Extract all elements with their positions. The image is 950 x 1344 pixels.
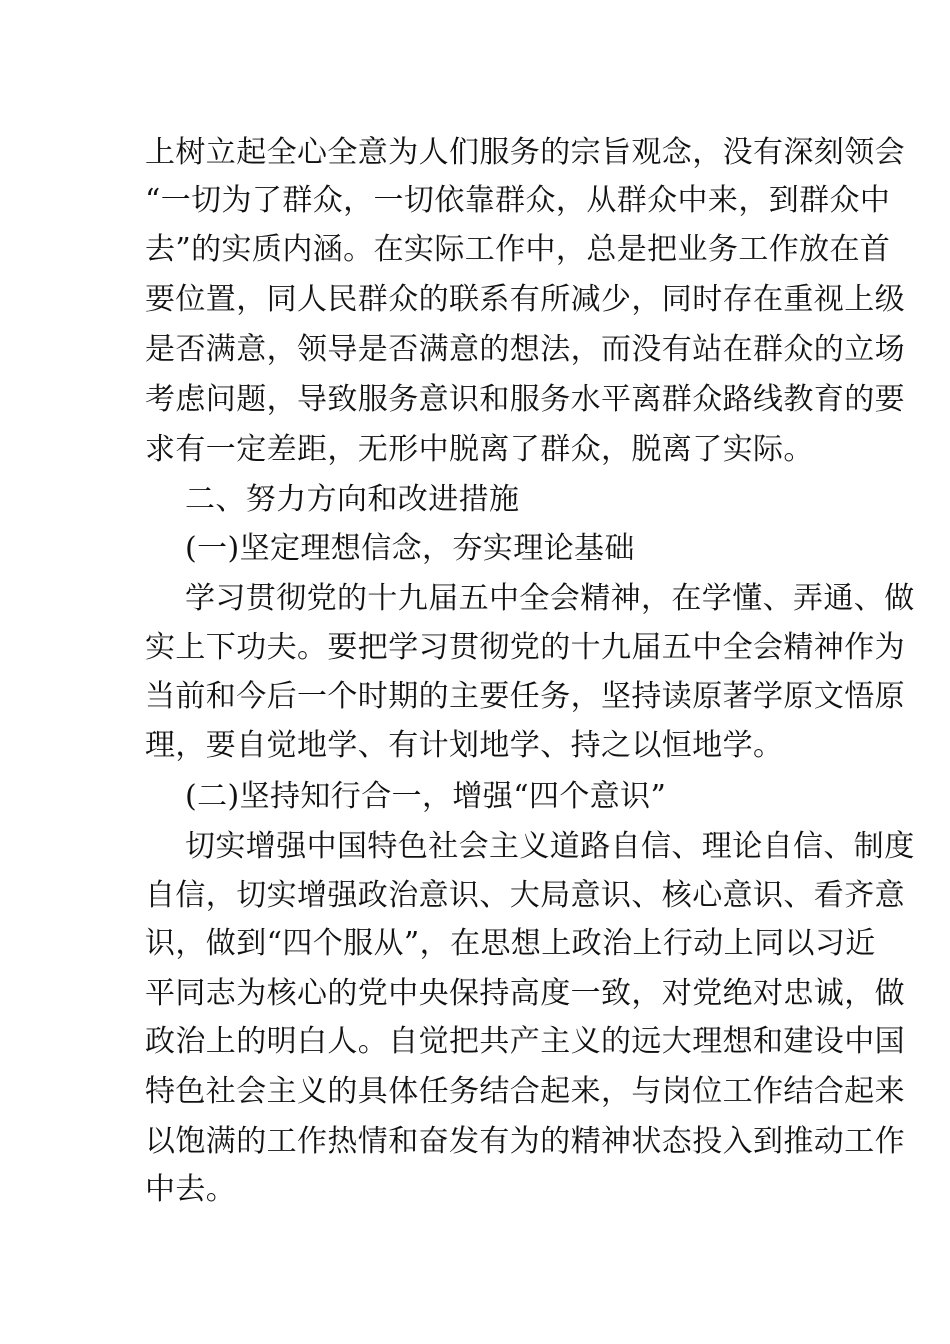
body-text-line: 学习贯彻党的十九届五中全会精神，在学懂、弄通、做 — [185, 581, 915, 616]
section-heading: 二、努力方向和改进措施 — [185, 482, 520, 517]
body-text-line: 求有一定差距，无形中脱离了群众，脱离了实际。 — [145, 432, 814, 467]
body-text-line: 当前和今后一个时期的主要任务，坚持读原著学原文悟原 — [145, 679, 905, 714]
body-text-line: 是否满意，领导是否满意的想法，而没有站在群众的立场 — [145, 332, 905, 367]
subsection-heading: (一)坚定理想信念，夯实理论基础 — [185, 531, 635, 566]
body-text-line: 考虑问题，导致服务意识和服务水平离群众路线教育的要 — [145, 382, 905, 417]
body-text-line: 自信，切实增强政治意识、大局意识、核心意识、看齐意 — [145, 878, 905, 913]
body-text-line: 中去。 — [145, 1172, 237, 1207]
body-text-line: 去”的实质内涵。在实际工作中，总是把业务工作放在首 — [145, 232, 891, 267]
body-text-line: 要位置，同人民群众的联系有所减少，同时存在重视上级 — [145, 282, 905, 317]
subsection-heading: (二)坚持知行合一，增强“四个意识” — [185, 779, 667, 814]
body-text-line: 政治上的明白人。自觉把共产主义的远大理想和建设中国 — [145, 1024, 905, 1059]
body-text-line: 切实增强中国特色社会主义道路自信、理论自信、制度 — [185, 829, 915, 864]
body-text-line: 特色社会主义的具体任务结合起来，与岗位工作结合起来 — [145, 1074, 905, 1109]
body-text-line: 以饱满的工作热情和奋发有为的精神状态投入到推动工作 — [145, 1124, 905, 1159]
body-text-line: 实上下功夫。要把学习贯彻党的十九届五中全会精神作为 — [145, 630, 905, 665]
body-text-line: “一切为了群众，一切依靠群众，从群众中来，到群众中 — [145, 183, 891, 218]
body-text-line: 识，做到“四个服从”，在思想上政治上行动上同以习近 — [145, 926, 876, 961]
body-text-line: 理，要自觉地学、有计划地学、持之以恒地学。 — [145, 728, 784, 763]
body-text-line: 平同志为核心的党中央保持高度一致，对党绝对忠诚，做 — [145, 976, 905, 1011]
body-text-line: 上树立起全心全意为人们服务的宗旨观念，没有深刻领会 — [145, 135, 905, 170]
